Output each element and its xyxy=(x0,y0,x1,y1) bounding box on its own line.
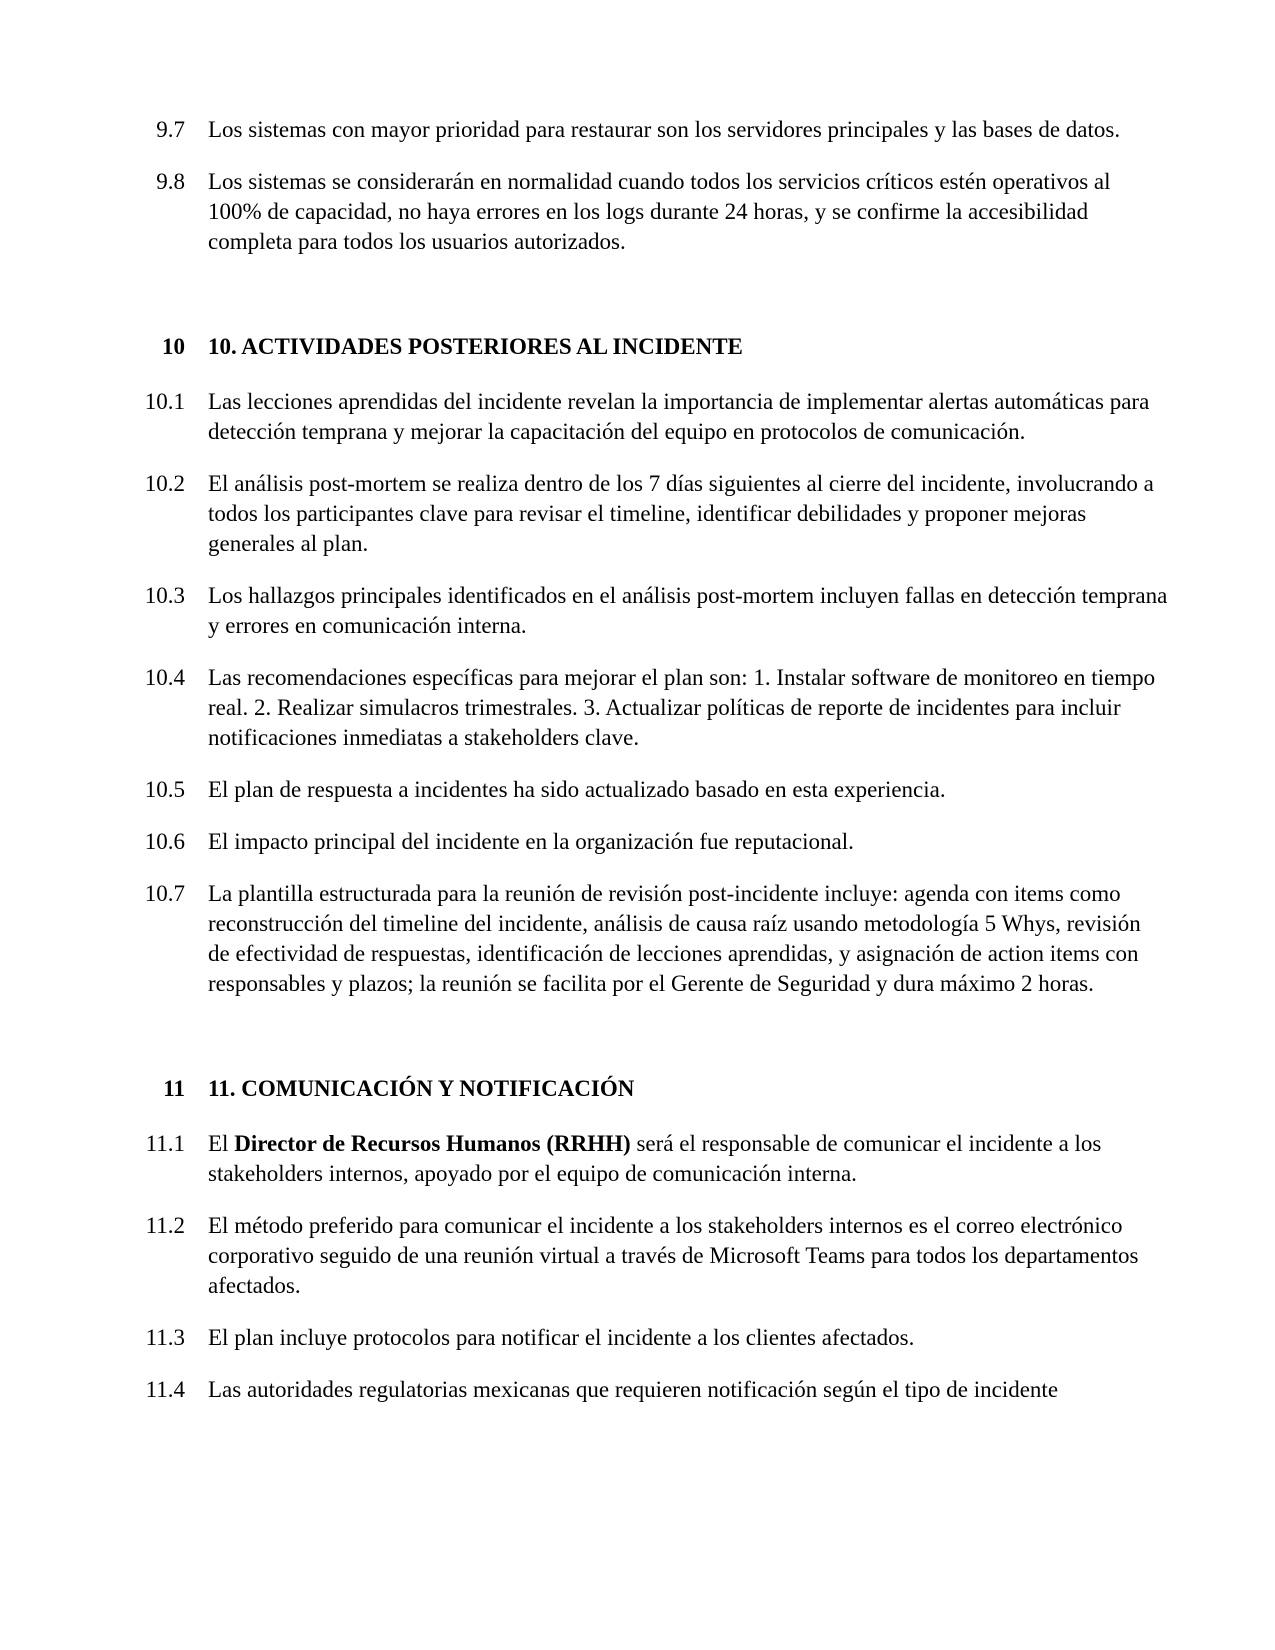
item-10-6 xyxy=(0,827,1275,857)
item-10-2 xyxy=(0,469,1275,559)
item-10-1 xyxy=(0,387,1275,447)
section-heading-title: 11. COMUNICACIÓN Y NOTIFICACIÓN xyxy=(208,1076,635,1101)
section-heading-number: 10 xyxy=(162,334,185,359)
section-heading-10 xyxy=(0,332,1275,362)
item-10-5 xyxy=(0,775,1275,805)
item-number: 11.3 xyxy=(145,1325,185,1350)
item-10-4 xyxy=(0,663,1275,753)
item-11-1 xyxy=(0,1129,1275,1189)
item-number: 10.1 xyxy=(144,389,185,414)
item-9-7 xyxy=(0,115,1275,145)
item-number: 10.4 xyxy=(144,665,185,690)
item-text: Los sistemas se considerarán en normalidad cuando todos los servicios críticos estén operativos al 100% de capacidad, no haya errores en los logs durante 24 horas, y se confirme la accesibilidad completa para todos los usuarios autorizados. xyxy=(208,169,1111,254)
item-number: 9.8 xyxy=(156,169,185,194)
item-number: 11.2 xyxy=(145,1213,185,1238)
item-text: El plan de respuesta a incidentes ha sido actualizado basado en esta experiencia. xyxy=(208,777,946,802)
item-text: La plantilla estructurada para la reunión de revisión post-incidente incluye: agenda con items como reconstrucción del timeline del incidente, análisis de causa raíz usando metodología 5 Whys, revisión de efectividad de respuestas, identificación de lecciones aprendidas, y asignación de action items con responsables y plazos; la reunión se facilita por el Gerente de Seguridad y dura máximo 2 horas. xyxy=(208,881,1141,996)
section-heading-title: 10. ACTIVIDADES POSTERIORES AL INCIDENTE xyxy=(208,334,743,359)
item-text: El plan incluye protocolos para notificar el incidente a los clientes afectados. xyxy=(208,1325,915,1350)
item-text: El análisis post-mortem se realiza dentro de los 7 días siguientes al cierre del incidente, involucrando a todos los participantes clave para revisar el timeline, identificar debilidades y proponer mejoras generales al plan. xyxy=(208,471,1154,556)
section-heading-number: 11 xyxy=(163,1076,185,1101)
item-11-3 xyxy=(0,1323,1275,1353)
item-11-2 xyxy=(0,1211,1275,1301)
item-text-prefix: El xyxy=(208,1131,235,1156)
item-text: El método preferido para comunicar el incidente a los stakeholders internos es el correo electrónico corporativo seguido de una reunión virtual a través de Microsoft Teams para todos los departamentos afectados. xyxy=(208,1213,1139,1298)
item-text: Los sistemas con mayor prioridad para restaurar son los servidores principales y las bases de datos. xyxy=(208,117,1121,142)
item-number: 10.2 xyxy=(144,471,185,496)
item-10-3 xyxy=(0,581,1275,641)
item-text: Las recomendaciones específicas para mejorar el plan son: 1. Instalar software de monitoreo en tiempo real. 2. Realizar simulacros trimestrales. 3. Actualizar políticas de reporte de incidentes para incluir notificaciones inmediatas a stakeholders clave. xyxy=(208,665,1156,750)
item-number: 10.7 xyxy=(144,881,185,906)
item-text: Las autoridades regulatorias mexicanas que requieren notificación según el tipo de incidente xyxy=(208,1377,1059,1402)
item-number: 10.3 xyxy=(144,583,185,608)
item-number: 11.1 xyxy=(145,1131,185,1156)
item-11-4 xyxy=(0,1375,1275,1405)
item-number: 10.5 xyxy=(144,777,185,802)
item-text: El impacto principal del incidente en la organización fue reputacional. xyxy=(208,829,854,854)
item-10-7 xyxy=(0,879,1275,999)
item-number: 10.6 xyxy=(144,829,185,854)
item-text: Las lecciones aprendidas del incidente revelan la importancia de implementar alertas automáticas para detección temprana y mejorar la capacitación del equipo en protocolos de comunicación. xyxy=(208,389,1150,444)
item-number: 11.4 xyxy=(145,1377,185,1402)
item-9-8 xyxy=(0,167,1275,257)
item-text: Los hallazgos principales identificados en el análisis post-mortem incluyen fallas en detección temprana y errores en comunicación interna. xyxy=(208,583,1168,638)
item-number: 9.7 xyxy=(156,117,185,142)
section-heading-11 xyxy=(0,1074,1275,1104)
item-text xyxy=(208,1129,1168,1189)
item-text-bold-role: Director de Recursos Humanos (RRHH) xyxy=(234,1131,631,1156)
item-text-suffix: será el responsable de comunicar el incidente a los stakeholders internos, apoyado por el equipo de comunicación interna. xyxy=(208,1131,1102,1186)
